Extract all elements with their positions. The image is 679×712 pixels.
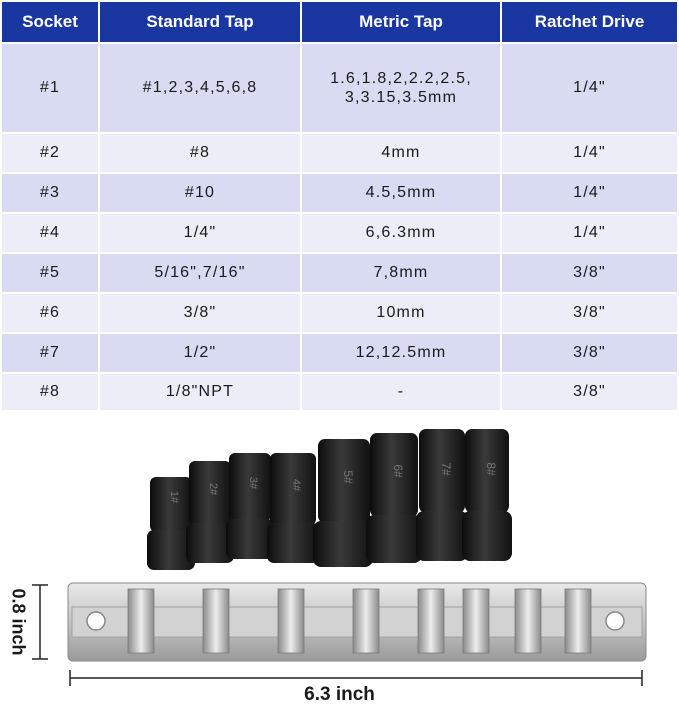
table-row [2,374,677,410]
cell-metric-tap: 6,6.3mm [302,214,500,252]
table-header-row [2,2,677,42]
cell-metric-tap: 10mm [302,294,500,332]
socket-marking: 3# [247,476,259,490]
header-ratchet-drive: Ratchet Drive [502,2,677,42]
socket-6 [366,433,422,563]
header-socket: Socket [2,2,98,42]
mount-hole [606,612,624,630]
cell-ratchet-drive: 3/8" [502,254,677,292]
cell-metric-tap-line: 1.6,1.8,2,2.2,2.5, [330,70,472,87]
cell-ratchet-drive: 1/4" [502,44,677,132]
table-row [2,214,677,252]
header-metric-tap: Metric Tap [302,2,500,42]
table-row [2,174,677,212]
cell-socket: #4 [2,214,98,252]
height-dimension-label: 0.8 inch [8,588,29,656]
cell-ratchet-drive: 1/4" [502,214,677,252]
socket-8 [462,429,512,561]
cell-metric-tap-line: 3,3.15,3.5mm [344,89,458,106]
socket-set [147,429,512,570]
cell-socket: #2 [2,134,98,172]
socket-marking: 1# [168,490,180,504]
cell-ratchet-drive: 3/8" [502,374,677,410]
rail-clip [418,589,444,653]
cell-metric-tap: - [302,374,500,410]
socket-marking: 4# [290,478,302,492]
rail-clip [353,589,379,653]
socket-3 [226,453,274,559]
cell-standard-tap: 3/8" [100,294,300,332]
table-row [2,254,677,292]
socket-5 [313,439,373,567]
table-row [2,334,677,372]
rail-clip [128,589,154,653]
socket-marking: 6# [391,464,405,478]
socket-marking: 7# [439,462,453,476]
cell-metric-tap: 12,12.5mm [302,334,500,372]
cell-socket: #6 [2,294,98,332]
rail-clip [463,589,489,653]
table-row [2,294,677,332]
rail-clip [278,589,304,653]
cell-metric-tap [302,44,500,132]
header-standard-tap: Standard Tap [100,2,300,42]
socket-rail [68,583,646,661]
cell-standard-tap: #10 [100,174,300,212]
mount-hole [87,612,105,630]
cell-socket: #3 [2,174,98,212]
cell-socket: #1 [2,44,98,132]
cell-ratchet-drive: 1/4" [502,174,677,212]
table-row [2,134,677,172]
rail-clip [515,589,541,653]
cell-socket: #8 [2,374,98,410]
cell-standard-tap: 1/8"NPT [100,374,300,410]
cell-standard-tap: 5/16",7/16" [100,254,300,292]
cell-standard-tap: 1/4" [100,214,300,252]
length-dimension-label: 6.3 inch [304,684,375,705]
product-illustration [0,425,679,712]
cell-ratchet-drive: 1/4" [502,134,677,172]
cell-metric-tap: 7,8mm [302,254,500,292]
table-row [2,44,677,132]
cell-standard-tap: 1/2" [100,334,300,372]
cell-standard-tap: #8 [100,134,300,172]
cell-socket: #5 [2,254,98,292]
cell-metric-tap: 4mm [302,134,500,172]
cell-ratchet-drive: 3/8" [502,294,677,332]
cell-metric-tap: 4.5,5mm [302,174,500,212]
cell-ratchet-drive: 3/8" [502,334,677,372]
cell-standard-tap: #1,2,3,4,5,6,8 [100,44,300,132]
rail-clip [565,589,591,653]
socket-7 [416,429,468,561]
cell-socket: #7 [2,334,98,372]
socket-marking: 8# [484,462,498,476]
rail-clip [203,589,229,653]
socket-4 [267,453,319,563]
height-dimension-line [32,585,48,659]
socket-marking: 2# [207,482,219,496]
socket-marking: 5# [341,470,355,484]
